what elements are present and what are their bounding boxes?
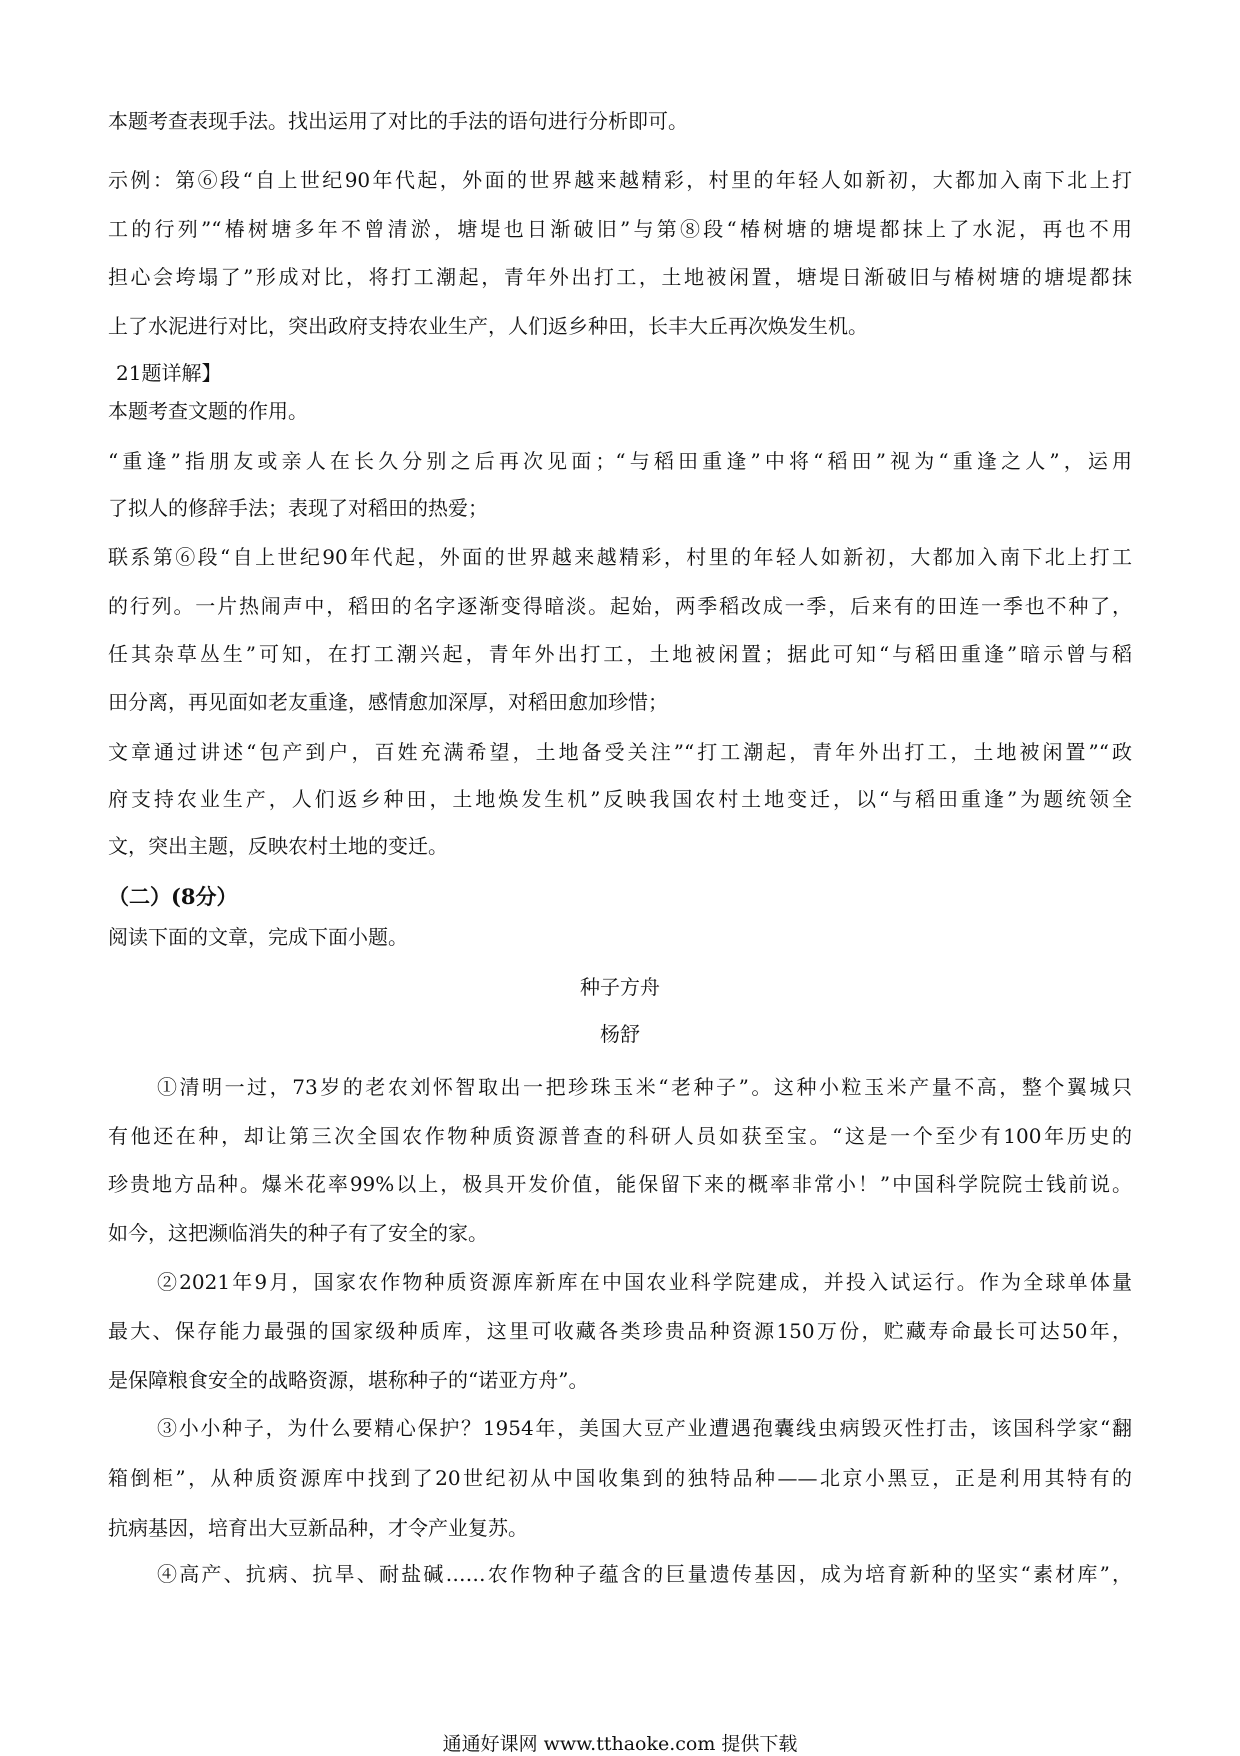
- text-line: 担心会垮塌了”形成对比，将打工潮起，青年外出打工，土地被闲置，塘堤日渐破旧与椿树塘的塘堤都抹: [108, 265, 1132, 289]
- article-line: 如今，这把濒临消失的种子有了安全的家。: [108, 1221, 488, 1245]
- article-author: 杨舒: [600, 1022, 640, 1046]
- text-line: 本题考查表现手法。找出运用了对比的手法的语句进行分析即可。: [108, 109, 688, 133]
- text-line: 的行列。一片热闹声中，稻田的名字逐渐变得暗淡。起始，两季稻改成一季，后来有的田连一季也不种了，: [108, 594, 1132, 618]
- text-line: 田分离，再见面如老友重逢，感情愈加深厚，对稻田愈加珍惜；: [108, 690, 668, 714]
- text-line: 文章通过讲述“包产到户，百姓充满希望，土地备受关注”“打工潮起，青年外出打工，土地被闲置”“政: [108, 740, 1132, 764]
- article-line: ③小小种子，为什么要精心保护？1954年，美国大豆产业遭遇孢囊线虫病毁灭性打击，该国科学家“翻: [157, 1416, 1132, 1440]
- article-line: 箱倒柜”，从种质资源库中找到了20世纪初从中国收集到的独特品种——北京小黑豆，正是利用其特有的: [108, 1466, 1132, 1490]
- text-line: 文，突出主题，反映农村土地的变迁。: [108, 834, 448, 858]
- article-line: 最大、保存能力最强的国家级种质库，这里可收藏各类珍贵品种资源150万份，贮藏寿命最长可达50年，: [108, 1319, 1132, 1343]
- text-line: 工的行列”“椿树塘多年不曾清淤，塘堤也日渐破旧”与第⑧段“椿树塘的塘堤都抹上了水泥，再也不用: [108, 217, 1132, 241]
- article-line: ①清明一过，73岁的老农刘怀智取出一把珍珠玉米“老种子”。这种小粒玉米产量不高，整个翼城只: [157, 1075, 1132, 1099]
- section-heading: （二）(8分）: [108, 884, 238, 909]
- article-line: 抗病基因，培育出大豆新品种，才令产业复苏。: [108, 1516, 528, 1540]
- text-line: 府支持农业生产，人们返乡种田，土地焕发生机”反映我国农村土地变迁，以“与稻田重逢”为题统领全: [108, 787, 1132, 811]
- article-title: 种子方舟: [580, 975, 660, 999]
- text-line: 联系第⑥段“自上世纪90年代起，外面的世界越来越精彩，村里的年轻人如新初，大都加入南下北上打工: [108, 545, 1132, 569]
- instruction-line: 阅读下面的文章，完成下面小题。: [108, 925, 408, 949]
- text-line: 了拟人的修辞手法；表现了对稻田的热爱；: [108, 496, 488, 520]
- article-line: 珍贵地方品种。爆米花率99%以上，极具开发价值，能保留下来的概率非常小！”中国科学院院士钱前说。: [108, 1172, 1132, 1196]
- text-line: 任其杂草丛生”可知，在打工潮兴起，青年外出打工，土地被闲置；据此可知“与稻田重逢”暗示曾与稻: [108, 642, 1132, 666]
- article-line: 有他还在种，却让第三次全国农作物种质资源普查的科研人员如获至宝。“这是一个至少有100年历史的: [108, 1124, 1132, 1148]
- article-line: ④高产、抗病、抗旱、耐盐碱……农作物种子蕴含的巨量遗传基因，成为培育新种的坚实“素材库”，: [157, 1562, 1132, 1586]
- article-line: 是保障粮食安全的战略资源，堪称种子的“诺亚方舟”。: [108, 1368, 589, 1392]
- article-line: ②2021年9月，国家农作物种质资源库新库在中国农业科学院建成，并投入试运行。作为全球单体量: [157, 1270, 1132, 1294]
- text-line: 本题考查文题的作用。: [108, 399, 308, 423]
- page-footer: 通通好课网 www.tthaoke.com 提供下载: [442, 1733, 798, 1755]
- text-line: 上了水泥进行对比，突出政府支持农业生产，人们返乡种田，长丰大丘再次焕发生机。: [108, 314, 868, 338]
- text-line: 示例：第⑥段“自上世纪90年代起，外面的世界越来越精彩，村里的年轻人如新初，大都加入南下北上打: [108, 168, 1132, 192]
- section-heading: 21题详解】: [116, 361, 222, 385]
- text-line: “重逢”指朋友或亲人在长久分别之后再次见面；“与稻田重逢”中将“稻田”视为“重逢之人”，运用: [108, 449, 1132, 473]
